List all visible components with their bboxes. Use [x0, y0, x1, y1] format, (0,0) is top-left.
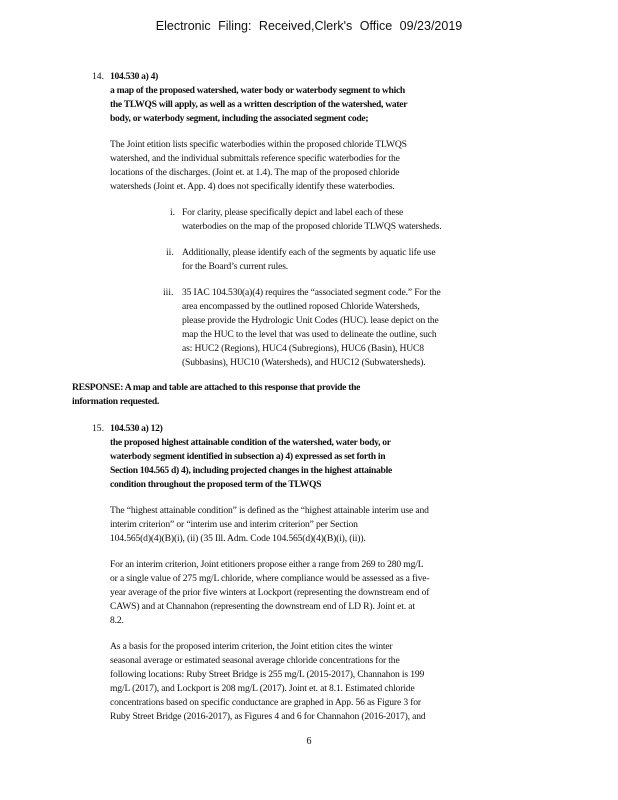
item-15-paragraph-line: year average of the prior five winters at Lockport (representing the downstream end of	[110, 587, 430, 598]
item-15-number: 15.	[92, 423, 104, 434]
item-15-paragraph-line: For an interim criterion, Joint etitioners propose either a range from 269 to 280 mg/L	[110, 559, 424, 570]
subitem-ii-line: for the Board’s current rules.	[182, 261, 289, 272]
item-15-paragraph-line: following locations: Ruby Street Bridge is 255 mg/L (2015-2017), Channahon is 199	[110, 669, 425, 680]
item-15-paragraph-line: The “highest attainable condition” is defined as the “highest attainable interim use and	[110, 505, 429, 516]
response-line: information requested.	[72, 396, 160, 407]
item-15-paragraph-line: mg/L (2017), and Lockport is 208 mg/L (2017). Joint et. at 8.1. Estimated chloride	[110, 683, 415, 694]
subitem-i-line: For clarity, please specifically depict and label each of these	[182, 207, 404, 218]
item-15-paragraph-line: interim criterion” or “interim use and interim criterion” per Section	[110, 519, 358, 530]
page-number: 6	[306, 736, 312, 747]
item-14-paragraph-line: The Joint etition lists specific waterbodies within the proposed chloride TLWQS	[110, 139, 407, 150]
subitem-iii-line: as: HUC2 (Regions), HUC4 (Subregions), HUC6 (Basin), HUC8	[182, 343, 424, 354]
item-15-paragraph-line: or a single value of 275 mg/L chloride, where compliance would be assessed as a five-	[110, 573, 430, 584]
item-14-paragraph-line: watersheds (Joint et. App. 4) does not specifically identify these waterbodies.	[110, 181, 395, 192]
item-14-heading-line: a map of the proposed watershed, water body or waterbody segment to which	[110, 85, 405, 96]
item-15-paragraph-line: CAWS) and at Channahon (representing the downstream end of LD R). Joint et. at	[110, 601, 415, 612]
subitem-iii-line: area encompassed by the outlined roposed Chloride Watersheds,	[182, 301, 420, 312]
item-14-paragraph-line: locations of the discharges. (Joint et. at 1.4). The map of the proposed chloride	[110, 167, 400, 178]
item-15-paragraph-line: 8.2.	[110, 615, 124, 626]
item-14-heading-line: the TLWQS will apply, as well as a written description of the watershed, water	[110, 99, 408, 110]
subitem-i-line: waterbodies on the map of the proposed chloride TLWQS watersheds.	[182, 221, 442, 232]
electronic-filing-header: Electronic Filing: Received,Clerk's Office 09/23/2019	[155, 19, 463, 33]
item-15-paragraph-line: As a basis for the proposed interim criterion, the Joint etition cites the winter	[110, 641, 393, 652]
item-15-paragraph-line: seasonal average or estimated seasonal average chloride concentrations for the	[110, 655, 400, 666]
item-15-heading-line: the proposed highest attainable condition of the watershed, water body, or	[110, 437, 391, 448]
item-15-paragraph-line: concentrations based on specific conductance are graphed in App. 56 as Figure 3 for	[110, 697, 421, 708]
item-15-heading-line: condition throughout the proposed term of the TLWQS	[110, 479, 322, 490]
item-15-heading-line: waterbody segment identified in subsection a) 4) expressed as set forth in	[110, 451, 386, 462]
subitem-iii-line: (Subbasins), HUC10 (Watersheds), and HUC12 (Subwatersheds).	[182, 357, 426, 368]
subitem-iii-line: 35 IAC 104.530(a)(4) requires the “associated segment code.” For the	[182, 287, 441, 298]
item-14-number: 14.	[92, 71, 104, 82]
subitem-ii-line: Additionally, please identify each of the segments by aquatic life use	[182, 247, 436, 258]
response-line: RESPONSE: A map and table are attached to this response that provide the	[72, 382, 361, 393]
subitem-iii-label: iii.	[163, 287, 174, 298]
item-14-paragraph-line: watershed, and the individual submittals reference specific waterbodies for the	[110, 153, 400, 164]
item-15-heading-line: 104.530 a) 12)	[110, 423, 163, 434]
subitem-ii-label: ii.	[166, 247, 174, 258]
subitem-i-label: i.	[170, 207, 176, 218]
item-15-heading-line: Section 104.565 d) 4), including projected changes in the highest attainable	[110, 465, 392, 476]
item-14-heading-line: 104.530 a) 4)	[110, 71, 159, 82]
item-15-paragraph-line: 104.565(d)(4)(B)(i), (ii) (35 Ill. Adm. Code 104.565(d)(4)(B)(i), (ii)).	[110, 533, 366, 544]
item-14-heading-line: body, or waterbody segment, including the associated segment code;	[110, 113, 369, 124]
subitem-iii-line: please provide the Hydrologic Unit Codes (HUC). lease depict on the	[182, 315, 439, 326]
item-15-paragraph-line: Ruby Street Bridge (2016-2017), as Figures 4 and 6 for Channahon (2016-2017), and	[110, 711, 426, 722]
subitem-iii-line: map the HUC to the level that was used to delineate the outline, such	[182, 329, 437, 340]
